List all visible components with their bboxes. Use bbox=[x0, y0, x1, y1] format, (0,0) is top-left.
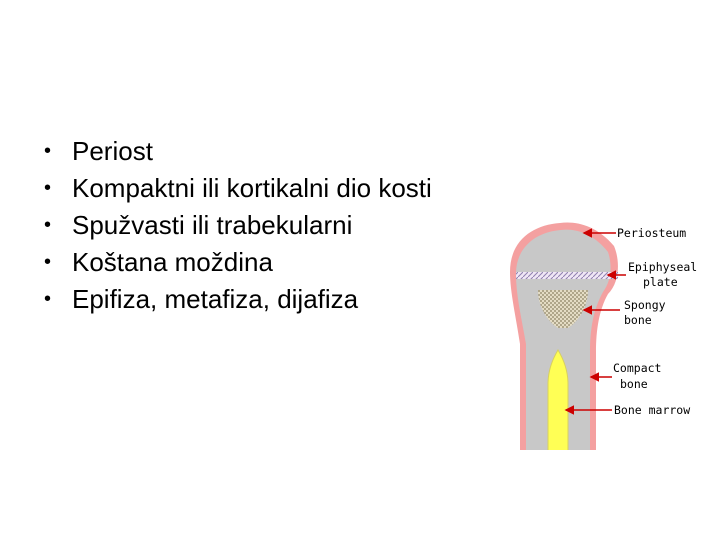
bullet-dot: • bbox=[44, 214, 52, 236]
label-spongy-bone: bone bbox=[624, 313, 652, 327]
bullet-item bbox=[44, 207, 432, 244]
bullet-item bbox=[44, 244, 432, 281]
bullet-text: Spužvasti ili trabekularni bbox=[72, 210, 353, 240]
bullet-dot: • bbox=[44, 177, 52, 199]
label-compact-bone: bone bbox=[620, 377, 648, 391]
bullet-text: Periost bbox=[72, 136, 153, 166]
bullet-dot: • bbox=[44, 288, 52, 310]
bullet-dot: • bbox=[44, 251, 52, 273]
label-bone-marrow: Bone marrow bbox=[614, 403, 691, 417]
label-epiphyseal: Epiphyseal bbox=[628, 260, 698, 274]
bullet-item bbox=[44, 170, 432, 207]
bullet-text: Koštana moždina bbox=[72, 247, 273, 277]
bullet-list bbox=[44, 133, 432, 318]
label-spongy: Spongy bbox=[624, 298, 666, 312]
bullet-text: Epifiza, metafiza, dijafiza bbox=[72, 284, 359, 314]
epiphyseal-plate bbox=[516, 272, 618, 279]
bone-diagram bbox=[508, 212, 712, 454]
label-plate: plate bbox=[643, 275, 678, 289]
bullet-item bbox=[44, 133, 432, 170]
bullet-text: Kompaktni ili kortikalni dio kosti bbox=[72, 173, 432, 203]
bullet-dot: • bbox=[44, 140, 52, 162]
label-compact: Compact bbox=[613, 361, 662, 375]
label-periosteum: Periosteum bbox=[617, 226, 687, 240]
bullet-item bbox=[44, 281, 432, 318]
